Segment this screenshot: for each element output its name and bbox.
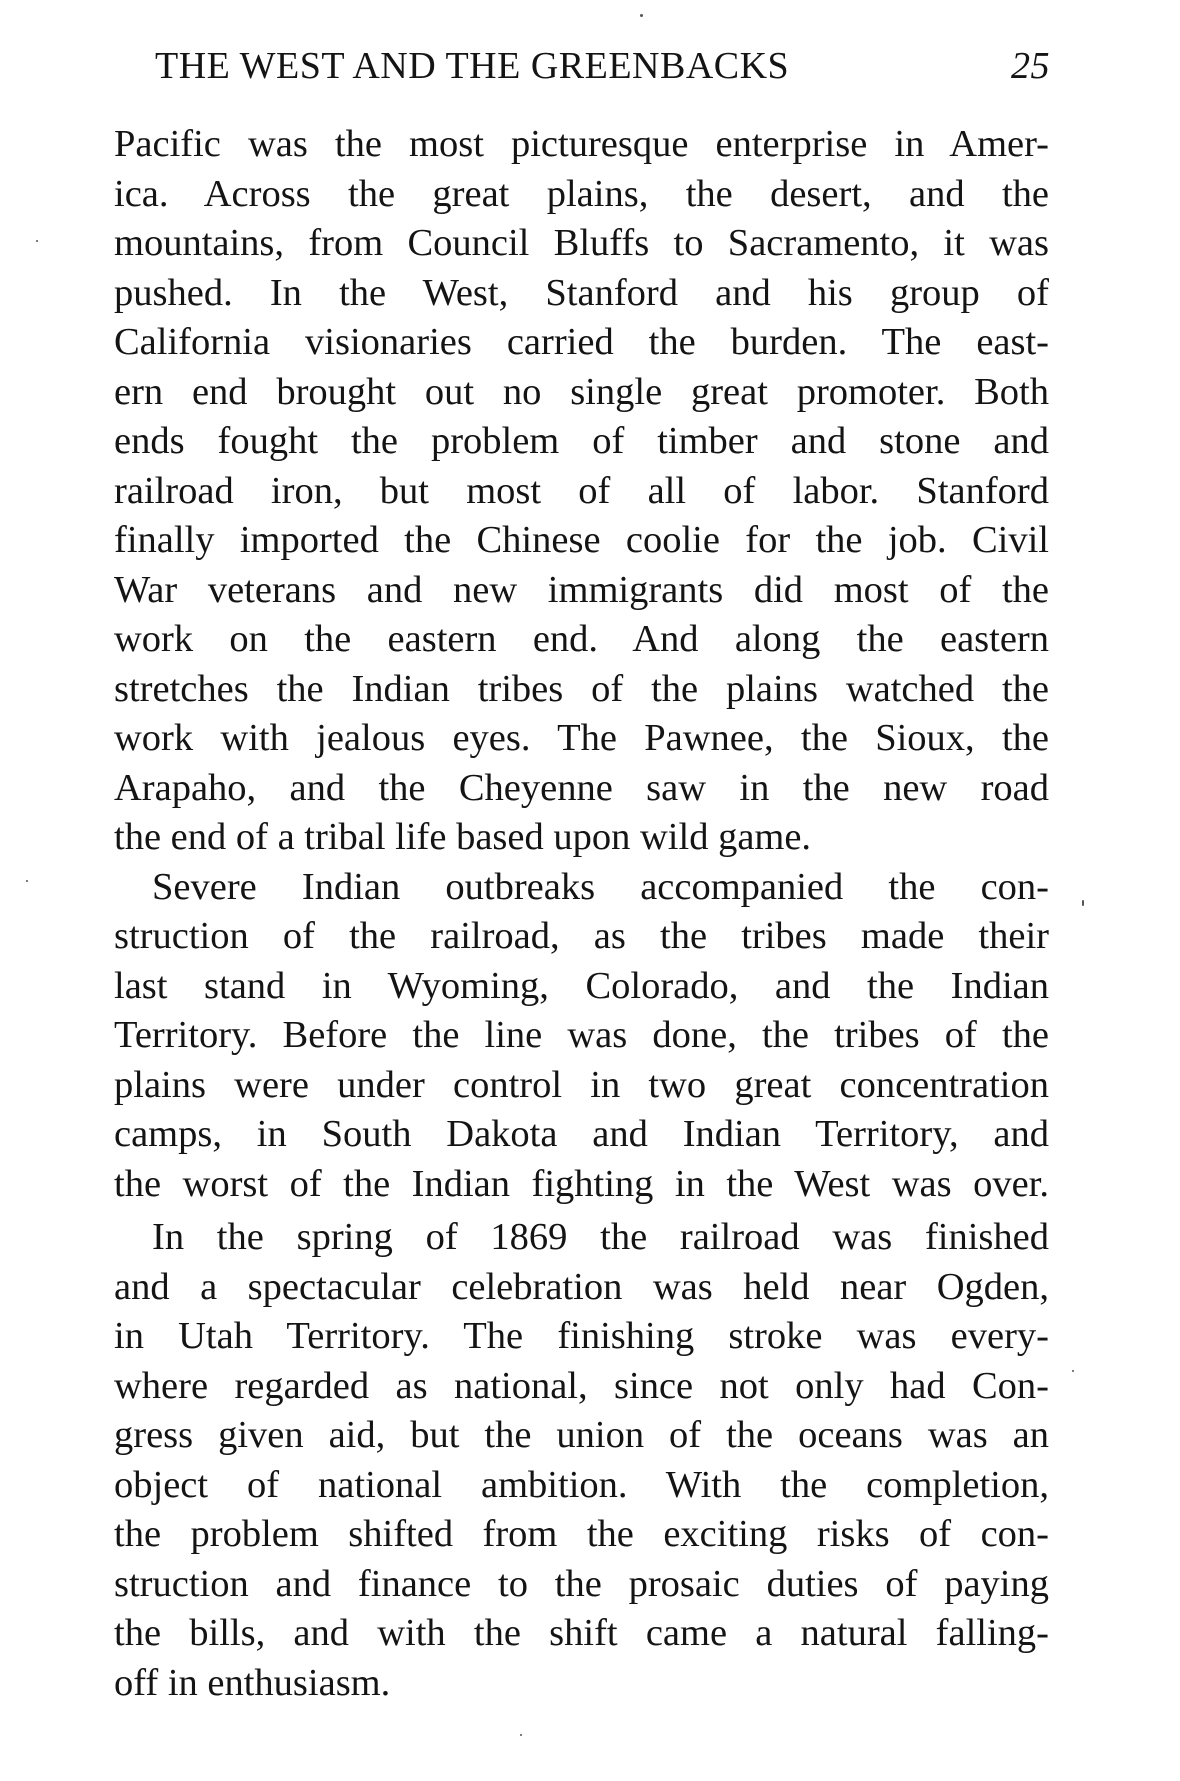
- paragraph-2: [114, 863, 1049, 1210]
- page-number: 25: [1011, 45, 1050, 87]
- text-line: camps, in South Dakota and Indian Territory, and: [114, 1113, 1049, 1155]
- text-line: last stand in Wyoming, Colorado, and the Indian: [114, 964, 1049, 1007]
- text-line: stretches the Indian tribes of the plains watched the: [114, 667, 1049, 710]
- text-line: off in enthusiasm.: [114, 1661, 391, 1704]
- running-title: THE WEST AND THE GREENBACKS: [155, 45, 790, 87]
- body-text: [114, 120, 1049, 1708]
- text-line: plains were under control in two great concentration: [114, 1063, 1049, 1106]
- paragraph-1: [114, 120, 1049, 863]
- text-line: struction and finance to the prosaic duties of paying: [114, 1562, 1049, 1605]
- scan-speck: [1082, 900, 1084, 906]
- text-line: California visionaries carried the burden. The east-: [114, 321, 1049, 363]
- text-line: in Utah Territory. The finishing stroke was every-: [114, 1315, 1049, 1357]
- text-line: ica. Across the great plains, the desert, and the: [114, 172, 1049, 215]
- scan-speck: [1072, 1370, 1074, 1372]
- scan-speck: [640, 14, 643, 17]
- text-line: where regarded as national, since not only had Con-: [114, 1364, 1049, 1407]
- scan-speck: [26, 880, 28, 882]
- paragraph-3: [114, 1213, 1049, 1708]
- text-line: In the spring of 1869 the railroad was finished: [152, 1216, 1049, 1258]
- text-line: Arapaho, and the Cheyenne saw in the new road: [114, 766, 1049, 809]
- text-line: railroad iron, but most of all of labor. Stanford: [114, 469, 1049, 512]
- text-line: ends fought the problem of timber and stone and: [114, 420, 1049, 462]
- text-line: gress given aid, but the union of the oceans was an: [114, 1414, 1049, 1456]
- text-line: finally imported the Chinese coolie for the job. Civil: [114, 519, 1049, 561]
- text-line: Severe Indian outbreaks accompanied the con-: [152, 865, 1049, 908]
- text-line: object of national ambition. With the completion,: [114, 1463, 1049, 1506]
- scan-speck: [36, 240, 38, 242]
- text-line: War veterans and new immigrants did most of the: [114, 568, 1049, 611]
- text-line: Territory. Before the line was done, the tribes of the: [114, 1014, 1049, 1056]
- running-head: [155, 44, 1050, 94]
- text-line: ern end brought out no single great promoter. Both: [114, 370, 1049, 413]
- text-line: the problem shifted from the exciting risks of con-: [114, 1513, 1049, 1555]
- text-line: and a spectacular celebration was held near Ogden,: [114, 1265, 1049, 1308]
- text-line: work with jealous eyes. The Pawnee, the Sioux, the: [114, 717, 1049, 759]
- scan-speck: [520, 1734, 522, 1736]
- text-line: the end of a tribal life based upon wild game.: [114, 816, 812, 858]
- text-line: struction of the railroad, as the tribes made their: [114, 915, 1049, 957]
- text-line: the bills, and with the shift came a natural falling-: [114, 1612, 1049, 1654]
- text-line: work on the eastern end. And along the eastern: [114, 618, 1049, 660]
- text-line: mountains, from Council Bluffs to Sacramento, it was: [114, 222, 1049, 264]
- text-line: the worst of the Indian fighting in the West was over.: [114, 1162, 1049, 1205]
- text-line: Pacific was the most picturesque enterprise in Amer-: [114, 123, 1049, 165]
- text-line: pushed. In the West, Stanford and his group of: [114, 271, 1049, 314]
